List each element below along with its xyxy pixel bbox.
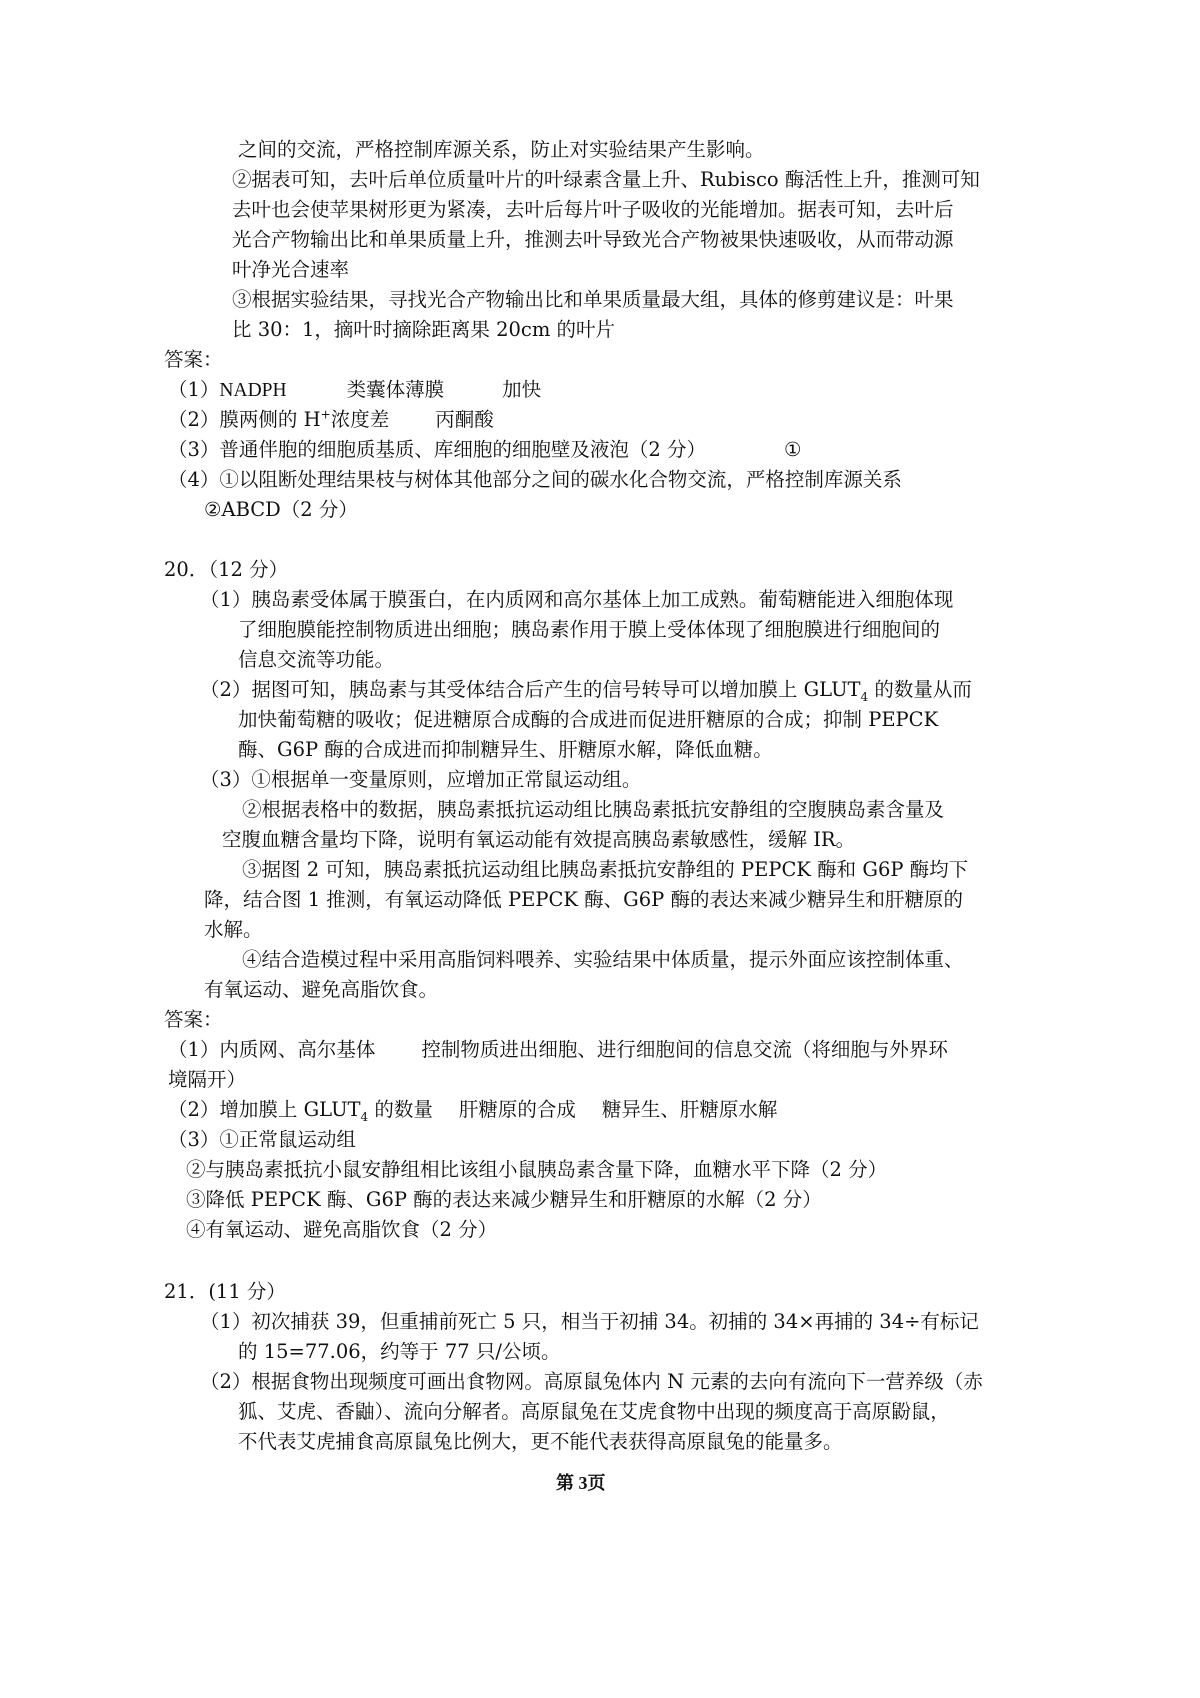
page-number: 第 3页	[556, 1473, 606, 1493]
text-line: （1）初次捕获 39，但重捕前死亡 5 只，相当于初捕 34。初捕的 34×再捕的 34÷有标记	[200, 1310, 979, 1333]
subscript: 4	[860, 689, 869, 704]
text-line: 叶净光合速率	[232, 258, 350, 281]
text-line: （2）据图可知，胰岛素与其受体结合后产生的信号转导可以增加膜上 $GLUT_4$ 的数量从而	[200, 678, 972, 704]
text-line: ③据图 2 可知，胰岛素抵抗运动组比胰岛素抵抗安静组的 PEPCK 酶和 G6P 酶均下	[242, 858, 969, 881]
answer-line: （1）内质网、高尔基体 控制物质进出细胞、进行细胞间的信息交流（将细胞与外界环	[168, 1038, 948, 1061]
answer-line	[168, 407, 494, 431]
text-line: 光合产物输出比和单果质量上升，推测去叶导致光合产物被果快速吸收，从而带动源	[232, 228, 954, 251]
answer-line: （3）①正常鼠运动组	[168, 1128, 356, 1151]
text-line: ③根据实验结果，寻找光合产物输出比和单果质量最大组，具体的修剪建议是：叶果	[232, 288, 954, 311]
answer-label: 答案：	[164, 348, 223, 371]
text-line: 加快葡萄糖的吸收；促进糖原合成酶的合成进而促进肝糖原的合成；抑制 PEPCK	[238, 708, 939, 731]
question-heading: 21．(11 分）	[164, 1280, 286, 1303]
text-line: 降，结合图 1 推测，有氧运动降低 PEPCK 酶、G6P 酶的表达来减少糖异生和肝糖原的	[204, 888, 963, 911]
text-line: 信息交流等功能。	[238, 648, 395, 671]
text-line: 水解。	[204, 918, 263, 941]
answer-term: 膜两侧的 H	[219, 408, 321, 431]
text-line: ②据表可知，去叶后单位质量叶片的叶绿素含量上升、Rubisco 酶活性上升，推测可知	[232, 168, 980, 191]
answer-term: （3）普通伴胞的细胞质基质、库细胞的细胞壁及液泡（2 分）	[168, 438, 707, 461]
text-line: 了细胞膜能控制物质进出细胞；胰岛素作用于膜上受体体现了细胞膜进行细胞间的	[238, 618, 941, 641]
answer-line	[168, 440, 802, 460]
subscript: 4	[360, 1109, 369, 1124]
superscript: +	[320, 407, 331, 422]
answer-term: 浓度差	[330, 408, 390, 431]
answer-line: ④有氧运动、避免高脂饮食（2 分）	[186, 1218, 498, 1241]
question-heading: 20．（12 分）	[164, 558, 289, 581]
text-line: 的 15=77.06，约等于 77 只/公顷。	[238, 1340, 561, 1363]
answer-number: （1）	[168, 378, 220, 401]
text-line: 不代表艾虎捕食高原鼠兔比例大，更不能代表获得高原鼠兔的能量多。	[238, 1430, 843, 1453]
answer-line: 境隔开）	[168, 1068, 247, 1091]
text-line: ②根据表格中的数据，胰岛素抵抗运动组比胰岛素抵抗安静组的空腹胰岛素含量及	[242, 798, 945, 821]
text-line: （2）根据食物出现频度可画出食物网。高原鼠兔体内 N 元素的去向有流向下一营养级（赤	[200, 1370, 983, 1393]
text-line: ④结合造模过程中采用高脂饲料喂养、实验结果中体质量，提示外面应该控制体重、	[242, 948, 964, 971]
answer-number: （2）	[168, 408, 220, 431]
text-line: 空腹血糖含量均下降，说明有氧运动能有效提高胰岛素敏感性，缓解 IR。	[222, 828, 856, 851]
text-line: 去叶也会使苹果树形更为紧凑，去叶后每片叶子吸收的光能增加。据表可知，去叶后	[232, 198, 954, 221]
answer-line: （2）增加膜上 $GLUT_4$ 的数量 肝糖原的合成 糖异生、肝糖原水解	[168, 1098, 778, 1124]
answer-term: 加快	[502, 378, 542, 401]
answer-term: ①	[784, 438, 802, 461]
text-line: （1）胰岛素受体属于膜蛋白，在内质网和高尔基体上加工成熟。葡萄糖能进入细胞体现	[200, 588, 954, 611]
answer-term: 类囊体薄膜	[346, 378, 445, 401]
text-line: 有氧运动、避免高脂饮食。	[204, 978, 439, 1001]
answer-line: ②与胰岛素抵抗小鼠安静组相比该组小鼠胰岛素含量下降，血糖水平下降（2 分）	[186, 1158, 888, 1181]
answer-line: （4）①以阻断处理结果枝与树体其他部分之间的碳水化合物交流，严格控制库源关系	[168, 468, 902, 491]
text-line: 酶、G6P 酶的合成进而抑制糖异生、肝糖原水解，降低血糖。	[238, 738, 773, 761]
text-line: 之间的交流，严格控制库源关系，防止对实验结果产生影响。	[238, 138, 765, 161]
answer-line: ③降低 PEPCK 酶、G6P 酶的表达来减少糖异生和肝糖原的水解（2 分）	[186, 1188, 822, 1211]
text-line: （3）①根据单一变量原则，应增加正常鼠运动组。	[200, 768, 642, 791]
answer-term: 丙酮酸	[435, 408, 494, 431]
answer-label: 答案：	[164, 1008, 223, 1031]
answer-line: ②ABCD（2 分）	[204, 498, 358, 521]
answer-term: NADPH	[219, 380, 287, 401]
answer-line	[168, 380, 541, 401]
text-line: 比 30：1，摘叶时摘除距离果 20cm 的叶片	[232, 318, 616, 341]
text-line: 狐、艾虎、香鼬）、流向分解者。高原鼠兔在艾虎食物中出现的频度高于高原鼢鼠，	[238, 1400, 950, 1423]
